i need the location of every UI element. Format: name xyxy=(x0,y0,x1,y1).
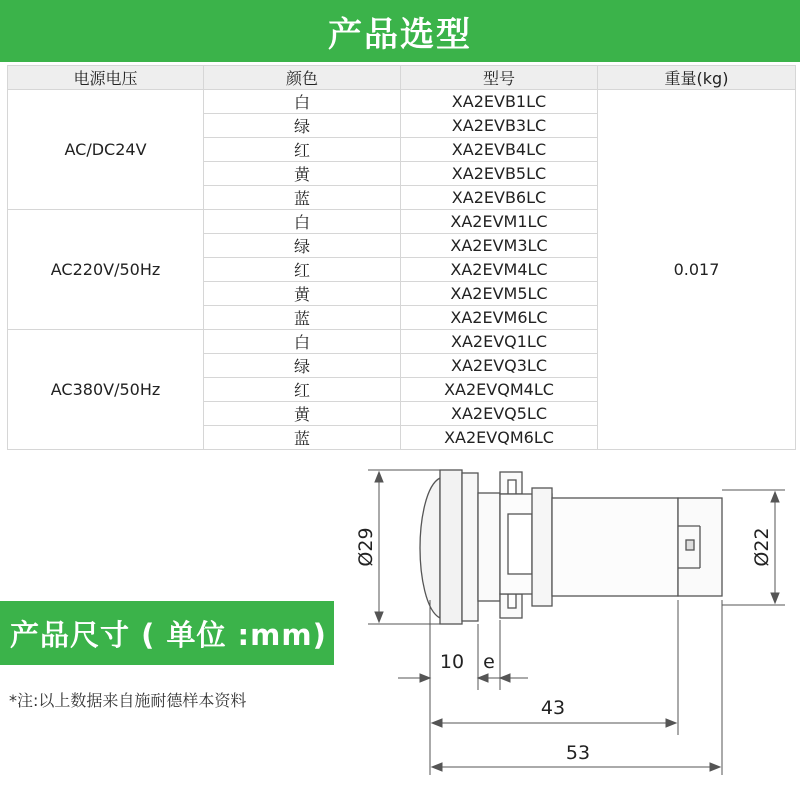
model-cell: XA2EVQ1LC xyxy=(401,330,598,354)
model-cell: XA2EVB5LC xyxy=(401,162,598,186)
dimensions-title: 产品尺寸 ( 单位 :mm) xyxy=(0,601,334,665)
title-bar xyxy=(0,0,800,62)
header-weight: 重量(kg) xyxy=(598,66,796,90)
model-cell: XA2EVM6LC xyxy=(401,306,598,330)
page-title: 产品选型 xyxy=(328,14,472,55)
color-cell: 绿 xyxy=(204,354,401,378)
color-cell: 蓝 xyxy=(204,426,401,450)
front-bezel-shape xyxy=(440,470,462,624)
spec-table xyxy=(7,65,796,450)
model-cell: XA2EVM4LC xyxy=(401,258,598,282)
color-cell: 白 xyxy=(204,90,401,114)
color-cell: 蓝 xyxy=(204,306,401,330)
voltage-cell: AC/DC24V xyxy=(8,90,204,210)
header-voltage: 电源电压 xyxy=(8,66,204,90)
model-cell: XA2EVM5LC xyxy=(401,282,598,306)
model-cell: XA2EVB4LC xyxy=(401,138,598,162)
voltage-cell: AC220V/50Hz xyxy=(8,210,204,330)
label-dim-e: e xyxy=(483,651,495,673)
color-cell: 白 xyxy=(204,210,401,234)
color-cell: 绿 xyxy=(204,234,401,258)
header-model: 型号 xyxy=(401,66,598,90)
lens-cap-shape xyxy=(420,478,440,618)
label-dim-10: 10 xyxy=(439,651,465,673)
color-cell: 白 xyxy=(204,330,401,354)
model-cell: XA2EVM1LC xyxy=(401,210,598,234)
color-cell: 黄 xyxy=(204,162,401,186)
bezel-ring-shape xyxy=(462,473,478,621)
label-diameter-back: Ø22 xyxy=(751,527,773,567)
color-cell: 黄 xyxy=(204,282,401,306)
model-cell: XA2EVQ5LC xyxy=(401,402,598,426)
model-cell: XA2EVB6LC xyxy=(401,186,598,210)
color-cell: 红 xyxy=(204,138,401,162)
model-cell: XA2EVB3LC xyxy=(401,114,598,138)
table-row xyxy=(8,90,796,114)
weight-cell: 0.017 xyxy=(598,90,796,450)
model-cell: XA2EVQM4LC xyxy=(401,378,598,402)
color-cell: 红 xyxy=(204,378,401,402)
model-cell: XA2EVM3LC xyxy=(401,234,598,258)
model-cell: XA2EVB1LC xyxy=(401,90,598,114)
color-cell: 绿 xyxy=(204,114,401,138)
table-header-row xyxy=(8,66,796,90)
model-cell: XA2EVQM6LC xyxy=(401,426,598,450)
label-diameter-front: Ø29 xyxy=(355,527,377,567)
label-dim-43: 43 xyxy=(540,697,566,719)
body-shape xyxy=(552,498,678,596)
color-cell: 红 xyxy=(204,258,401,282)
model-cell: XA2EVQ3LC xyxy=(401,354,598,378)
dimension-drawing xyxy=(0,455,800,800)
voltage-cell: AC380V/50Hz xyxy=(8,330,204,450)
source-note: *注:以上数据来自施耐德样本资料 xyxy=(9,691,247,710)
color-cell: 黄 xyxy=(204,402,401,426)
color-cell: 蓝 xyxy=(204,186,401,210)
label-dim-53: 53 xyxy=(565,742,591,764)
header-color: 颜色 xyxy=(204,66,401,90)
